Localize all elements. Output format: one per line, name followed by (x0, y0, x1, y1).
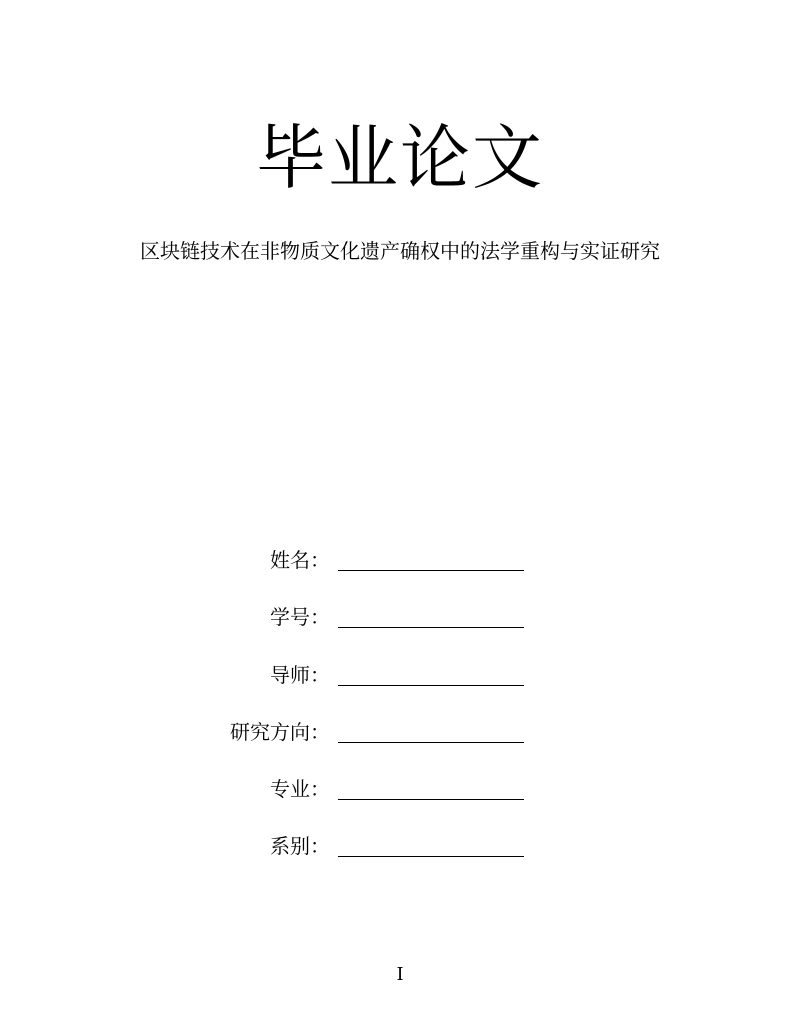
field-label-name: 姓名： (270, 548, 330, 572)
page-number: I (396, 964, 404, 985)
field-label-major: 专业： (270, 777, 330, 801)
field-label-department: 系别： (270, 834, 330, 858)
field-line-student-id (338, 627, 524, 628)
field-line-name (338, 570, 524, 571)
field-row-department (0, 826, 800, 866)
field-line-department (338, 856, 524, 857)
field-row-student-id (0, 597, 800, 637)
field-row-name (0, 540, 800, 580)
field-line-advisor (338, 685, 524, 686)
field-label-advisor: 导师： (270, 663, 330, 687)
field-row-advisor (0, 655, 800, 695)
thesis-title: 毕业论文 (256, 117, 544, 199)
thesis-subtitle: 区块链技术在非物质文化遗产确权中的法学重构与实证研究 (140, 239, 660, 263)
field-line-major (338, 799, 524, 800)
field-row-major (0, 769, 800, 809)
field-line-research-direction (338, 742, 524, 743)
field-row-research-direction (0, 712, 800, 752)
field-label-student-id: 学号： (270, 605, 330, 629)
field-label-research-direction: 研究方向： (230, 720, 330, 744)
